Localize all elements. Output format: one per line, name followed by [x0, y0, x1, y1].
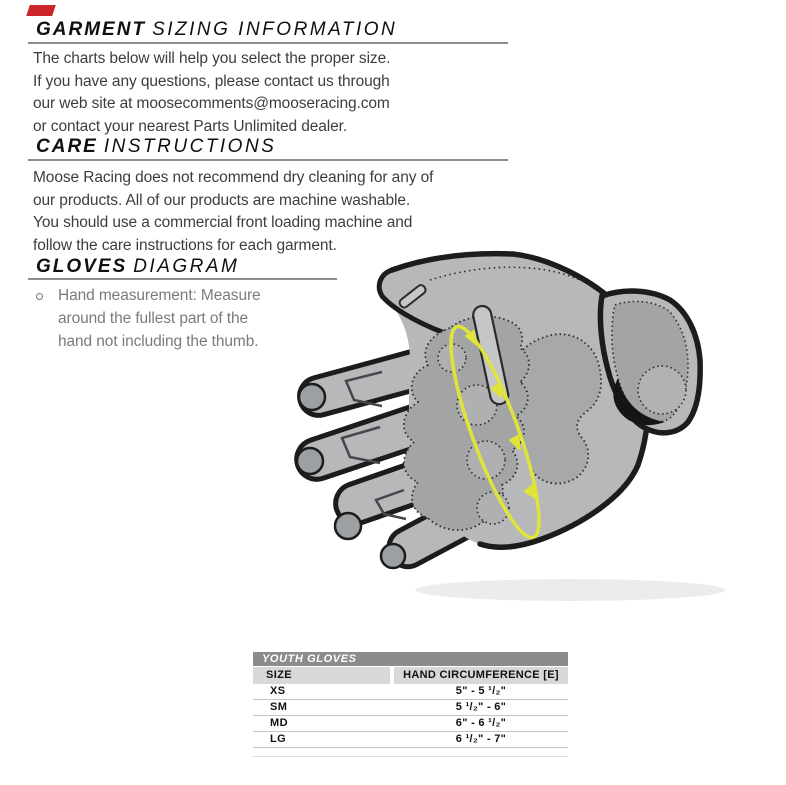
- table-header-row: [253, 667, 568, 684]
- range-cell: 5 ¹/₂" - 6": [455, 701, 507, 713]
- heading-word: CARE: [36, 136, 98, 157]
- table-row: [253, 732, 568, 748]
- size-cell: SM: [270, 701, 288, 713]
- table-row: [253, 716, 568, 732]
- heading-word: GLOVES: [36, 256, 128, 277]
- hand-measurement-note: [58, 285, 261, 353]
- text-line: Hand measurement: Measure: [58, 287, 261, 304]
- section-heading-gloves: [36, 256, 239, 278]
- table-bottom-line: [253, 756, 568, 757]
- text-line: The charts below will help you select the proper size.: [33, 50, 391, 67]
- text-line: around the fullest part of the: [58, 309, 249, 327]
- section-rule: [28, 159, 508, 161]
- glove-shadow: [415, 579, 725, 601]
- range-cell: 5" - 5 ¹/₂": [455, 685, 507, 697]
- text-line: If you have any questions, please contact us through: [33, 72, 390, 90]
- youth-gloves-table: [253, 652, 568, 748]
- glove-illustration: [280, 250, 780, 630]
- heading-rest: SIZING INFORMATION: [152, 19, 398, 40]
- text-line: hand not including the thumb.: [58, 332, 259, 350]
- column-header-size: SIZE: [253, 667, 390, 684]
- text-line: our web site at moosecomments@mooseracing.com: [33, 95, 390, 112]
- table-row: [253, 684, 568, 700]
- text-line: You should use a commercial front loading machine and: [33, 214, 413, 231]
- size-cell: XS: [270, 685, 286, 697]
- range-cell: 6 ¹/₂" - 7": [455, 733, 507, 745]
- red-accent-mark: [26, 5, 56, 16]
- bullet-icon: [36, 293, 43, 300]
- table-row: [253, 700, 568, 716]
- cuff-pull-circle: [638, 366, 686, 414]
- section-heading-garment: [36, 19, 397, 41]
- size-cell: MD: [270, 717, 288, 729]
- text-line: or contact your nearest Parts Unlimited dealer.: [33, 117, 348, 135]
- text-line: our products. All of our products are machine washable.: [33, 191, 411, 209]
- section-heading-care: [36, 136, 276, 158]
- column-header-circumference: HAND CIRCUMFERENCE [E]: [394, 667, 568, 684]
- section-rule: [28, 42, 508, 44]
- heading-rest: DIAGRAM: [133, 256, 240, 277]
- garment-paragraph: [33, 48, 390, 138]
- size-cell: LG: [270, 733, 287, 745]
- care-paragraph: [33, 167, 433, 257]
- text-line: Moose Racing does not recommend dry cleaning for any of: [33, 169, 434, 186]
- text-line: follow the care instructions for each garment.: [33, 236, 337, 254]
- heading-word: GARMENT: [36, 19, 147, 40]
- range-cell: 6" - 6 ¹/₂": [455, 717, 507, 729]
- heading-rest: INSTRUCTIONS: [103, 136, 277, 157]
- table-title: YOUTH GLOVES: [253, 652, 568, 666]
